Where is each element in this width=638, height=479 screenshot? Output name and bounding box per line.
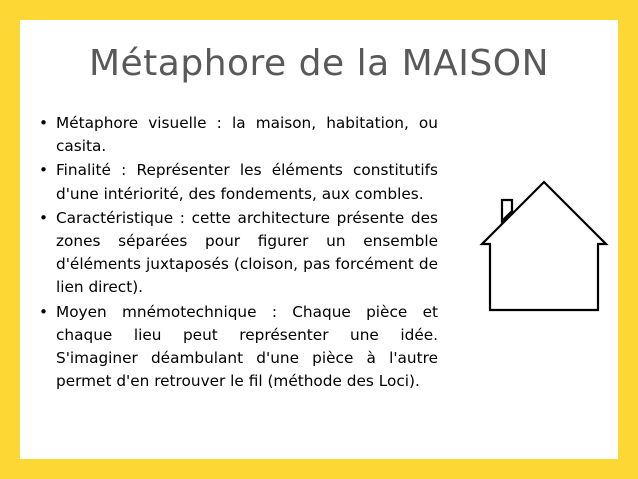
slide-title: Métaphore de la MAISON: [88, 43, 550, 84]
bullet-item: [38, 207, 438, 300]
bullet-text: Moyen mnémotechnique : Chaque pièce et chaque lieu peut représenter une idée. S'imaginer déambulant d'une pièce à l'autre permet d'en retrouver le fil (méthode des Loci).: [56, 302, 438, 391]
bullet-dot-icon: •: [39, 208, 49, 227]
bullet-text: Finalité : Représenter les éléments constitutifs d'une intériorité, des fondements, aux combles.: [56, 161, 438, 203]
bullet-item: [38, 159, 438, 205]
bullet-item: [38, 301, 438, 394]
bullet-text: Caractéristique : cette architecture présente des zones séparées pour figurer un ensemble d'éléments juxtaposés (cloison, pas forcément de lien direct).: [56, 208, 438, 297]
slide-panel: [20, 20, 618, 459]
bullet-dot-icon: •: [39, 161, 49, 180]
house-icon: [474, 172, 614, 312]
bullet-text: Métaphore visuelle : la maison, habitation, ou casita.: [56, 114, 438, 156]
bullet-dot-icon: •: [39, 114, 49, 132]
bullet-item: [38, 112, 438, 158]
bullet-dot-icon: •: [39, 302, 49, 321]
bullet-list: [38, 112, 438, 394]
